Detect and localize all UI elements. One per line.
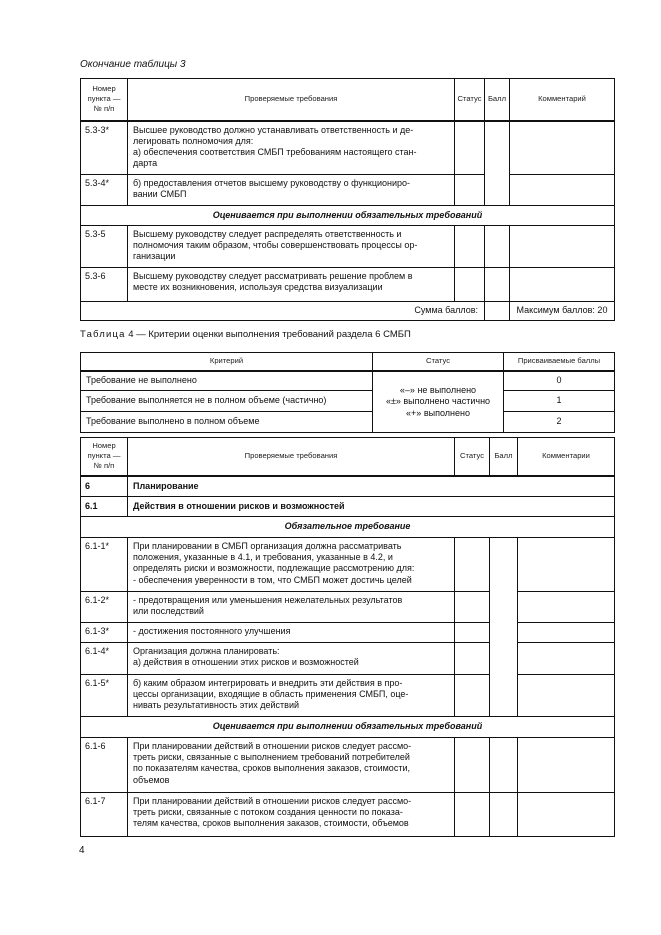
item-number: 5.3-6 [81,268,128,302]
status-cell[interactable] [455,226,485,268]
text-line: треть риски, связанные с потоком создания ценности по показа- [133,807,403,818]
item-number: 6.1-2* [81,592,128,623]
status-legend-line: «–» не выполнено [399,384,477,395]
table-row [81,675,615,717]
subsection-title: Действия в отношении рисков и возможностей [128,497,615,517]
text-line: дарта [133,158,158,169]
text-line: Высшему руководству следует рассматривать решение проблем в [133,271,413,281]
table-row [81,121,615,175]
status-legend [373,371,504,433]
comment-cell[interactable] [518,538,615,592]
header-requirement: Проверяемые требования [128,79,455,121]
text-line: Высшему руководству следует распределять ответственность и [133,229,402,239]
table4-criteria [80,352,615,433]
status-cell[interactable] [455,643,490,675]
text-line: При планировании действий в отношении рисков следует рассмо- [133,796,412,806]
table4-caption-prefix: Таблица [80,329,126,340]
requirement-text [128,592,455,623]
text-line: по показателям качества, сроков выполнения заказов, стоимости, [133,763,410,774]
header-points: Присваиваемые баллы [504,353,615,371]
header-number-line: пункта — [87,94,121,104]
status-cell[interactable] [455,538,490,592]
header-number [81,438,128,476]
header-score: Балл [490,438,518,476]
status-cell[interactable] [455,623,490,643]
header-comment: Комментарий [510,79,615,121]
header-number-line: Номер [92,441,116,451]
table-row [81,226,615,268]
comment-cell[interactable] [518,793,615,837]
subsection-row [81,497,615,517]
comment-cell[interactable] [510,268,615,302]
requirement-text [128,268,455,302]
text-line: а) действия в отношении этих рисков и возможностей [133,657,359,668]
table-row [81,592,615,623]
table3-continuation [80,78,615,321]
text-line: Организация должна планировать: [133,646,280,656]
page-number: 4 [79,845,85,856]
comment-cell[interactable] [510,226,615,268]
requirement-text [128,121,455,175]
subsection-number: 6.1 [81,497,128,517]
status-cell[interactable] [455,175,485,206]
item-number: 5.3-4* [81,175,128,206]
text-line: Высшее руководство должно устанавливать ответственность и де- [133,124,414,135]
item-number: 6.1-3* [81,623,128,643]
text-line: - достижения постоянного улучшения [133,626,291,636]
evaluation-band: Оценивается при выполнении обязательных требований [81,206,615,226]
criterion-text: Требование выполняется не в полном объеме (частично) [81,391,373,412]
item-number: 6.1-6 [81,738,128,793]
criterion-text: Требование не выполнено [81,371,373,391]
text-line: б) каким образом интегрировать и внедрить эти действия в про- [133,678,403,688]
requirement-text [128,175,455,206]
status-legend-line: «+» выполнено [406,407,470,418]
score-cell[interactable] [485,121,510,206]
header-number-line: пункта — [87,451,121,461]
score-cell[interactable] [485,268,510,302]
item-number: 6.1-5* [81,675,128,717]
comment-cell[interactable] [518,623,615,643]
requirement-text [128,623,455,643]
text-line: нивать результативность этих действий [133,700,300,711]
text-line: а) обеспечения соответствия СМБП требованиям настоящего стан- [133,146,417,157]
score-cell[interactable] [490,793,518,837]
header-status: Статус [455,79,485,121]
comment-cell[interactable] [510,121,615,175]
score-cell[interactable] [490,538,518,717]
header-number-line: Номер [92,84,116,94]
item-number: 5.3-3* [81,121,128,175]
section-title: Планирование [128,476,615,497]
item-number: 6.1-7 [81,793,128,837]
text-line: - предотвращения или уменьшения нежелательных результатов [133,595,403,605]
sum-value-cell[interactable] [485,302,510,321]
table-row [81,391,615,412]
mandatory-band: Обязательное требование [81,517,615,538]
table-row [81,268,615,302]
comment-cell[interactable] [518,643,615,675]
table-row [81,175,615,206]
text-line: б) предоставления отчетов высшему руководству о функциониро- [133,178,411,188]
header-criterion: Критерий [81,353,373,371]
status-cell[interactable] [455,121,485,175]
table3-continuation-caption: Окончание таблицы 3 [80,59,186,70]
section-number: 6 [81,476,128,497]
section-row [81,476,615,497]
table-row [81,538,615,592]
evaluation-band: Оценивается при выполнении обязательных требований [81,717,615,738]
score-cell[interactable] [485,226,510,268]
table-row [81,793,615,837]
requirement-text [128,738,455,793]
table-row [81,643,615,675]
text-line: месте их возникновения, используя средства визуализации [133,282,383,293]
table-section6-requirements [80,437,615,837]
header-number-line: № п/п [93,104,115,114]
points-value: 0 [504,371,615,391]
comment-cell[interactable] [518,592,615,623]
status-cell[interactable] [455,793,490,837]
table-row [81,412,615,433]
header-comment: Комментарии [518,438,615,476]
text-line: ганизации [133,251,176,262]
text-line: полномочия таким образом, чтобы совершенствовать процессы ор- [133,240,418,251]
comment-cell[interactable] [518,738,615,793]
text-line: легировать полномочия для: [133,135,254,146]
table-row [81,738,615,793]
max-score-label: Максимум баллов: 20 [510,302,615,321]
table4-caption-text: 4 — Критерии оценки выполнения требований раздела 6 СМБП [125,329,411,340]
text-line: или последствий [133,606,204,617]
header-score: Балл [485,79,510,121]
text-line: телям качества, сроков выполнения заказов, стоимости, объемов [133,818,409,829]
status-legend-line: «±» выполнено частично [385,396,491,406]
points-value: 2 [504,412,615,433]
text-line: вании СМБП [133,189,187,200]
text-line: При планировании действий в отношении рисков следует рассмо- [133,741,412,751]
text-line: При планировании в СМБП организация должна рассматривать [133,541,402,551]
comment-cell[interactable] [510,175,615,206]
sum-label: Сумма баллов: [81,302,485,321]
text-line: - обеспечения уверенности в том, что СМБП может достичь целей [133,574,412,585]
requirement-text [128,643,455,675]
text-line: положения, указанные в 4.1, и требования, указанные в 4.2, и [133,552,393,563]
text-line: цессы организации, входящие в область применения СМБП, оце- [133,689,409,700]
requirement-text [128,793,455,837]
table-row [81,623,615,643]
text-line: определять риски и возможности, подлежащие рассмотрению для: [133,563,415,574]
comment-cell[interactable] [518,675,615,717]
header-requirement: Проверяемые требования [128,438,455,476]
criterion-text: Требование выполнено в полном объеме [81,412,373,433]
text-line: треть риски, связанные с выполнением требований потребителей [133,752,410,763]
header-status: Статус [455,438,490,476]
status-cell[interactable] [455,675,490,717]
header-number [81,79,128,121]
score-cell[interactable] [490,738,518,793]
requirement-text [128,538,455,592]
item-number: 6.1-1* [81,538,128,592]
item-number: 5.3-5 [81,226,128,268]
table4-caption [80,329,411,340]
requirement-text [128,226,455,268]
status-cell[interactable] [455,738,490,793]
table-row [81,371,615,391]
header-status: Статус [373,353,504,371]
status-cell[interactable] [455,268,485,302]
points-value: 1 [504,391,615,412]
status-cell[interactable] [455,592,490,623]
text-line: объемов [133,774,170,785]
header-number-line: № п/п [93,461,115,471]
requirement-text [128,675,455,717]
item-number: 6.1-4* [81,643,128,675]
